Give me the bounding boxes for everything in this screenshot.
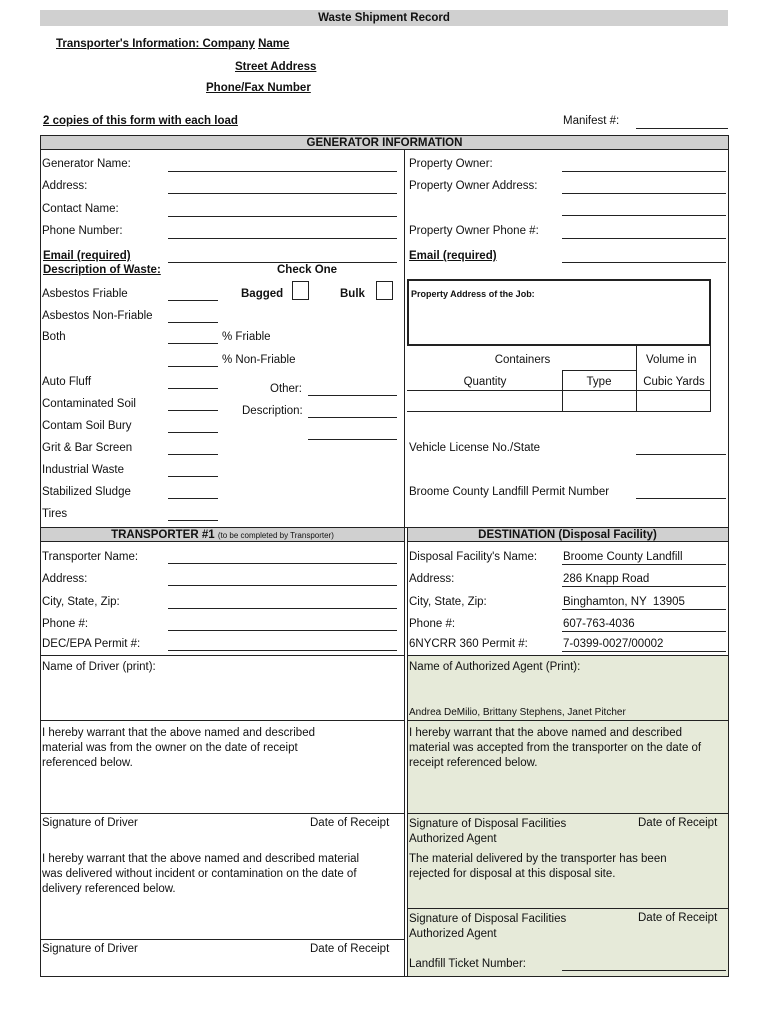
facility-signature-label-1a: Signature of Disposal Facilities [409, 818, 567, 830]
vehicle-license-label: Vehicle License No./State [409, 442, 541, 454]
description-of-waste-label: Description of Waste: [43, 264, 161, 276]
facility-signature-label-2a: Signature of Disposal Facilities [409, 913, 567, 925]
facility-address-label: Address: [409, 573, 455, 585]
other-label: Other: [270, 383, 302, 395]
bagged-checkbox[interactable] [292, 281, 309, 300]
owner-email-field[interactable] [562, 249, 726, 263]
transporter-city-label: City, State, Zip: [42, 596, 120, 608]
type-label: Type [586, 376, 612, 388]
driver-name-field[interactable] [42, 676, 402, 718]
destination-header: DESTINATION (Disposal Facility) [478, 529, 657, 541]
generator-email-label: Email (required) [43, 250, 131, 262]
copies-note: 2 copies of this form with each load [43, 115, 238, 127]
industrial-field[interactable] [168, 463, 218, 477]
manifest-label: Manifest #: [563, 115, 620, 127]
transporter-phone: Phone/Fax Number [206, 82, 311, 94]
tires-label: Tires [42, 508, 68, 520]
facility-address-value: 286 Knapp Road [563, 573, 650, 585]
description-field-2[interactable] [308, 426, 397, 440]
asbestos-friable-label: Asbestos Friable [42, 288, 128, 300]
vehicle-license-field[interactable] [636, 441, 726, 455]
contaminated-soil-field[interactable] [168, 397, 218, 411]
stabilized-label: Stabilized Sludge [42, 486, 131, 498]
generator-address-field[interactable] [168, 180, 397, 194]
transporter-info-label: Transporter's Information: Company [56, 38, 255, 50]
cubic-yards-field[interactable] [637, 391, 710, 411]
transporter-note: (to be completed by Transporter) [217, 531, 334, 540]
quantity-field[interactable] [407, 391, 562, 411]
owner-email-label: Email (required) [409, 250, 497, 262]
grit-label: Grit & Bar Screen [42, 442, 133, 454]
facility-city-label: City, State, Zip: [409, 596, 487, 608]
form-title: Waste Shipment Record [318, 12, 450, 24]
landfill-ticket-field[interactable] [562, 957, 726, 971]
asbestos-non-friable-field[interactable] [168, 309, 218, 323]
transporter-address-label: Address: [42, 573, 88, 585]
stabilized-field[interactable] [168, 485, 218, 499]
transporter-header: TRANSPORTER #1 [111, 529, 215, 541]
owner-address-field[interactable] [562, 180, 726, 194]
contaminated-soil-label: Contaminated Soil [42, 398, 136, 410]
facility-permit-label: 6NYCRR 360 Permit #: [409, 638, 528, 650]
both-label: Both [42, 331, 66, 343]
asbestos-friable-field[interactable] [168, 287, 218, 301]
generator-header: GENERATOR INFORMATION [306, 137, 463, 149]
driver-date-label-2: Date of Receipt [310, 943, 390, 955]
facility-phone-label: Phone #: [409, 618, 456, 630]
driver-name-label: Name of Driver (print): [42, 661, 156, 673]
facility-signature-label-1b: Authorized Agent [409, 833, 497, 845]
asbestos-non-friable-label: Asbestos Non-Friable [42, 310, 153, 322]
bulk-label: Bulk [340, 288, 365, 300]
description-label: Description: [242, 405, 303, 417]
check-one-label: Check One [277, 264, 338, 276]
phone-number-field[interactable] [168, 225, 397, 239]
auto-fluff-label: Auto Fluff [42, 376, 92, 388]
contact-name-label: Contact Name: [42, 203, 119, 215]
facility-accepted-text: I hereby warrant that the above named and described material was accepted from the transporter on the date of receipt referenced below. [409, 727, 702, 769]
generator-name-label: Generator Name: [42, 158, 131, 170]
facility-phone-value: 607-763-4036 [563, 618, 635, 630]
quantity-label: Quantity [463, 376, 507, 388]
tires-field[interactable] [168, 507, 218, 521]
other-field[interactable] [308, 382, 397, 396]
transporter-street: Street Address [235, 61, 317, 73]
phone-number-label: Phone Number: [42, 225, 123, 237]
facility-signature-label-2b: Authorized Agent [409, 928, 497, 940]
transporter-phone-label: Phone #: [42, 618, 89, 630]
transporter-city-field[interactable] [168, 595, 397, 609]
owner-address-field-2[interactable] [562, 202, 726, 216]
pct-non-friable-field[interactable] [168, 353, 218, 367]
transporter-warrant-2: I hereby warrant that the above named and described material was delivered without incident or contamination on the date of delivery referenced below. [42, 853, 360, 895]
auto-fluff-field[interactable] [168, 375, 218, 389]
grit-field[interactable] [168, 441, 218, 455]
driver-signature-label-2: Signature of Driver [42, 943, 138, 955]
driver-date-label-1: Date of Receipt [310, 817, 390, 829]
description-field[interactable] [308, 404, 397, 418]
transporter-company-name: Name [258, 38, 290, 50]
containers-label: Containers [494, 354, 551, 366]
property-owner-field[interactable] [562, 158, 726, 172]
contact-name-field[interactable] [168, 203, 397, 217]
bagged-label: Bagged [241, 288, 284, 300]
contam-soil-bury-label: Contam Soil Bury [42, 420, 132, 432]
manifest-field[interactable] [636, 115, 728, 129]
authorized-agent-label: Name of Authorized Agent (Print): [409, 661, 581, 673]
pct-non-friable-label: % Non-Friable [222, 354, 296, 366]
facility-date-label-2: Date of Receipt [638, 912, 718, 924]
transporter-name-field[interactable] [168, 550, 397, 564]
transporter-name-label: Transporter Name: [42, 551, 139, 563]
job-address-label: Property Address of the Job: [411, 289, 535, 299]
generator-name-field[interactable] [168, 158, 397, 172]
facility-permit-value: 7-0399-0027/00002 [563, 638, 664, 650]
generator-address-label: Address: [42, 180, 88, 192]
transporter-address-field[interactable] [168, 572, 397, 586]
facility-name-value: Broome County Landfill [563, 551, 683, 563]
dec-epa-permit-label: DEC/EPA Permit #: [42, 638, 141, 650]
volume-in-label: Volume in [646, 354, 697, 366]
bulk-checkbox[interactable] [376, 281, 393, 300]
transporter-phone-field[interactable] [168, 617, 397, 631]
landfill-permit-label: Broome County Landfill Permit Number [409, 486, 610, 498]
owner-phone-label: Property Owner Phone #: [409, 225, 539, 237]
authorized-agents-names: Andrea DeMilio, Brittany Stephens, Janet Pitcher [409, 707, 626, 718]
facility-name-label: Disposal Facility's Name: [409, 551, 538, 563]
landfill-permit-field[interactable] [636, 485, 726, 499]
pct-friable-field[interactable] [168, 330, 218, 344]
transporter-warrant-1: I hereby warrant that the above named and described material was from the owner on the date of receipt referenced below. [42, 727, 315, 769]
pct-friable-label: % Friable [222, 331, 271, 343]
facility-date-label-1: Date of Receipt [638, 817, 718, 829]
landfill-ticket-label: Landfill Ticket Number: [409, 958, 526, 970]
facility-city-value: Binghamton, NY 13905 [563, 596, 685, 608]
driver-signature-label-1: Signature of Driver [42, 817, 138, 829]
industrial-label: Industrial Waste [42, 464, 125, 476]
generator-email-field[interactable] [168, 249, 397, 263]
contam-soil-bury-field[interactable] [168, 419, 218, 433]
owner-phone-field[interactable] [562, 225, 726, 239]
cubic-yards-label: Cubic Yards [643, 376, 705, 388]
type-field[interactable] [563, 391, 636, 411]
dec-epa-permit-field[interactable] [168, 637, 397, 651]
owner-address-label: Property Owner Address: [409, 180, 538, 192]
facility-rejected-text: The material delivered by the transporter has been rejected for disposal at this disposal site. [409, 853, 667, 880]
property-owner-label: Property Owner: [409, 158, 493, 170]
